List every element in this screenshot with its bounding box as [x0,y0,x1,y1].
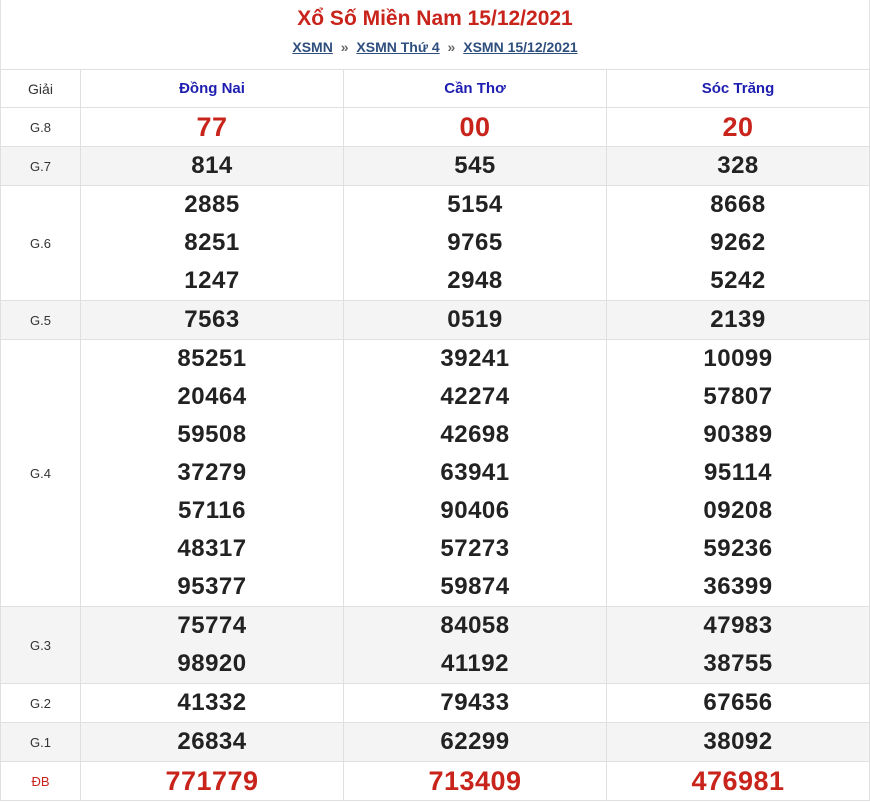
result-cell-can-tho [344,186,607,301]
lottery-number: 62299 [440,728,510,755]
result-cell-can-tho [344,147,607,186]
prize-row [1,723,870,762]
result-cell-can-tho [344,108,607,147]
breadcrumb-link-xsmn-date[interactable]: XSMN 15/12/2021 [463,39,578,55]
results-body [1,108,870,801]
lottery-number: 98920 [177,650,247,677]
lottery-number: 2948 [447,267,503,294]
prize-row [1,762,870,801]
prize-row [1,147,870,186]
result-cell-soc-trang [607,762,870,801]
prize-label: G.2 [1,684,81,723]
lottery-number: 5154 [447,191,503,218]
prize-label: G.5 [1,301,81,340]
page-header [0,0,870,69]
lottery-number: 63941 [440,459,510,486]
lottery-number: 39241 [440,345,510,372]
lottery-number: 90389 [703,421,773,448]
lottery-number: 42274 [440,383,510,410]
prize-label: G.3 [1,607,81,684]
breadcrumb [1,39,869,55]
prize-row [1,186,870,301]
result-cell-soc-trang [607,607,870,684]
result-cell-dong-nai [81,186,344,301]
lottery-number: 48317 [177,535,247,562]
breadcrumb-separator: » [340,39,349,55]
lottery-number: 9765 [447,229,503,256]
lottery-number: 20 [722,112,754,142]
province-header-soc-trang: Sóc Trăng [607,70,870,108]
lottery-number: 75774 [177,612,247,639]
lottery-number: 36399 [703,573,773,600]
result-cell-dong-nai [81,607,344,684]
lottery-number: 84058 [440,612,510,639]
prize-row [1,301,870,340]
lottery-number: 10099 [703,345,773,372]
breadcrumb-link-xsmn-thu-4[interactable]: XSMN Thứ 4 [356,39,440,55]
lottery-number: 95114 [704,459,772,486]
prize-label: G.6 [1,186,81,301]
prize-row [1,108,870,147]
result-cell-dong-nai [81,723,344,762]
result-cell-soc-trang [607,684,870,723]
result-cell-soc-trang [607,186,870,301]
table-header-row [1,70,870,108]
lottery-number: 328 [717,152,759,179]
lottery-number: 20464 [177,383,247,410]
lottery-number: 2139 [710,306,766,333]
prize-row [1,340,870,607]
prize-label: G.7 [1,147,81,186]
breadcrumb-link-xsmn[interactable]: XSMN [292,39,333,55]
lottery-number: 85251 [177,345,247,372]
result-cell-can-tho [344,607,607,684]
result-cell-soc-trang [607,108,870,147]
prize-label: G.1 [1,723,81,762]
result-cell-can-tho [344,723,607,762]
result-cell-dong-nai [81,108,344,147]
lottery-number: 57116 [178,497,246,524]
lottery-number: 9262 [710,229,766,256]
lottery-number: 59874 [440,573,510,600]
breadcrumb-separator: » [447,39,456,55]
lottery-number: 77 [196,112,228,142]
result-cell-can-tho [344,340,607,607]
province-header-can-tho: Cần Thơ [344,70,607,108]
lottery-number: 95377 [177,573,247,600]
result-cell-soc-trang [607,301,870,340]
lottery-number: 47983 [703,612,773,639]
lottery-number: 8251 [184,229,240,256]
lottery-number: 38755 [703,650,773,677]
lottery-number: 5242 [710,267,766,294]
result-cell-can-tho [344,762,607,801]
prize-column-header: Giải [1,70,81,108]
prize-row [1,607,870,684]
result-cell-dong-nai [81,340,344,607]
prize-label: ĐB [1,762,81,801]
lottery-number: 0519 [447,306,503,333]
lottery-number: 67656 [703,689,773,716]
lottery-number: 476981 [691,766,785,796]
lottery-number: 42698 [440,421,510,448]
result-cell-can-tho [344,301,607,340]
lottery-number: 814 [191,152,233,179]
lottery-number: 713409 [428,766,522,796]
prize-label: G.8 [1,108,81,147]
prize-label: G.4 [1,340,81,607]
lottery-number: 7563 [184,306,240,333]
lottery-number: 2885 [184,191,240,218]
province-header-dong-nai: Đồng Nai [81,70,344,108]
result-cell-soc-trang [607,147,870,186]
result-cell-dong-nai [81,301,344,340]
lottery-number: 545 [454,152,496,179]
results-table [0,69,870,801]
result-cell-soc-trang [607,723,870,762]
lottery-number: 41332 [177,689,247,716]
lottery-number: 37279 [177,459,247,486]
prize-row [1,684,870,723]
result-cell-dong-nai [81,147,344,186]
lottery-number: 57273 [440,535,510,562]
lottery-number: 38092 [703,728,773,755]
lottery-number: 8668 [710,191,766,218]
lottery-number: 1247 [184,267,240,294]
lottery-number: 771779 [165,766,259,796]
result-cell-can-tho [344,684,607,723]
page-title: Xổ Số Miền Nam 15/12/2021 [297,7,573,30]
lottery-number: 41192 [441,650,509,677]
lottery-number: 26834 [177,728,247,755]
lottery-number: 00 [459,112,491,142]
lottery-number: 79433 [440,689,510,716]
lottery-number: 59508 [177,421,247,448]
result-cell-dong-nai [81,684,344,723]
result-cell-soc-trang [607,340,870,607]
lottery-number: 57807 [703,383,773,410]
result-cell-dong-nai [81,762,344,801]
lottery-number: 59236 [703,535,773,562]
lottery-number: 90406 [440,497,510,524]
lottery-number: 09208 [703,497,773,524]
